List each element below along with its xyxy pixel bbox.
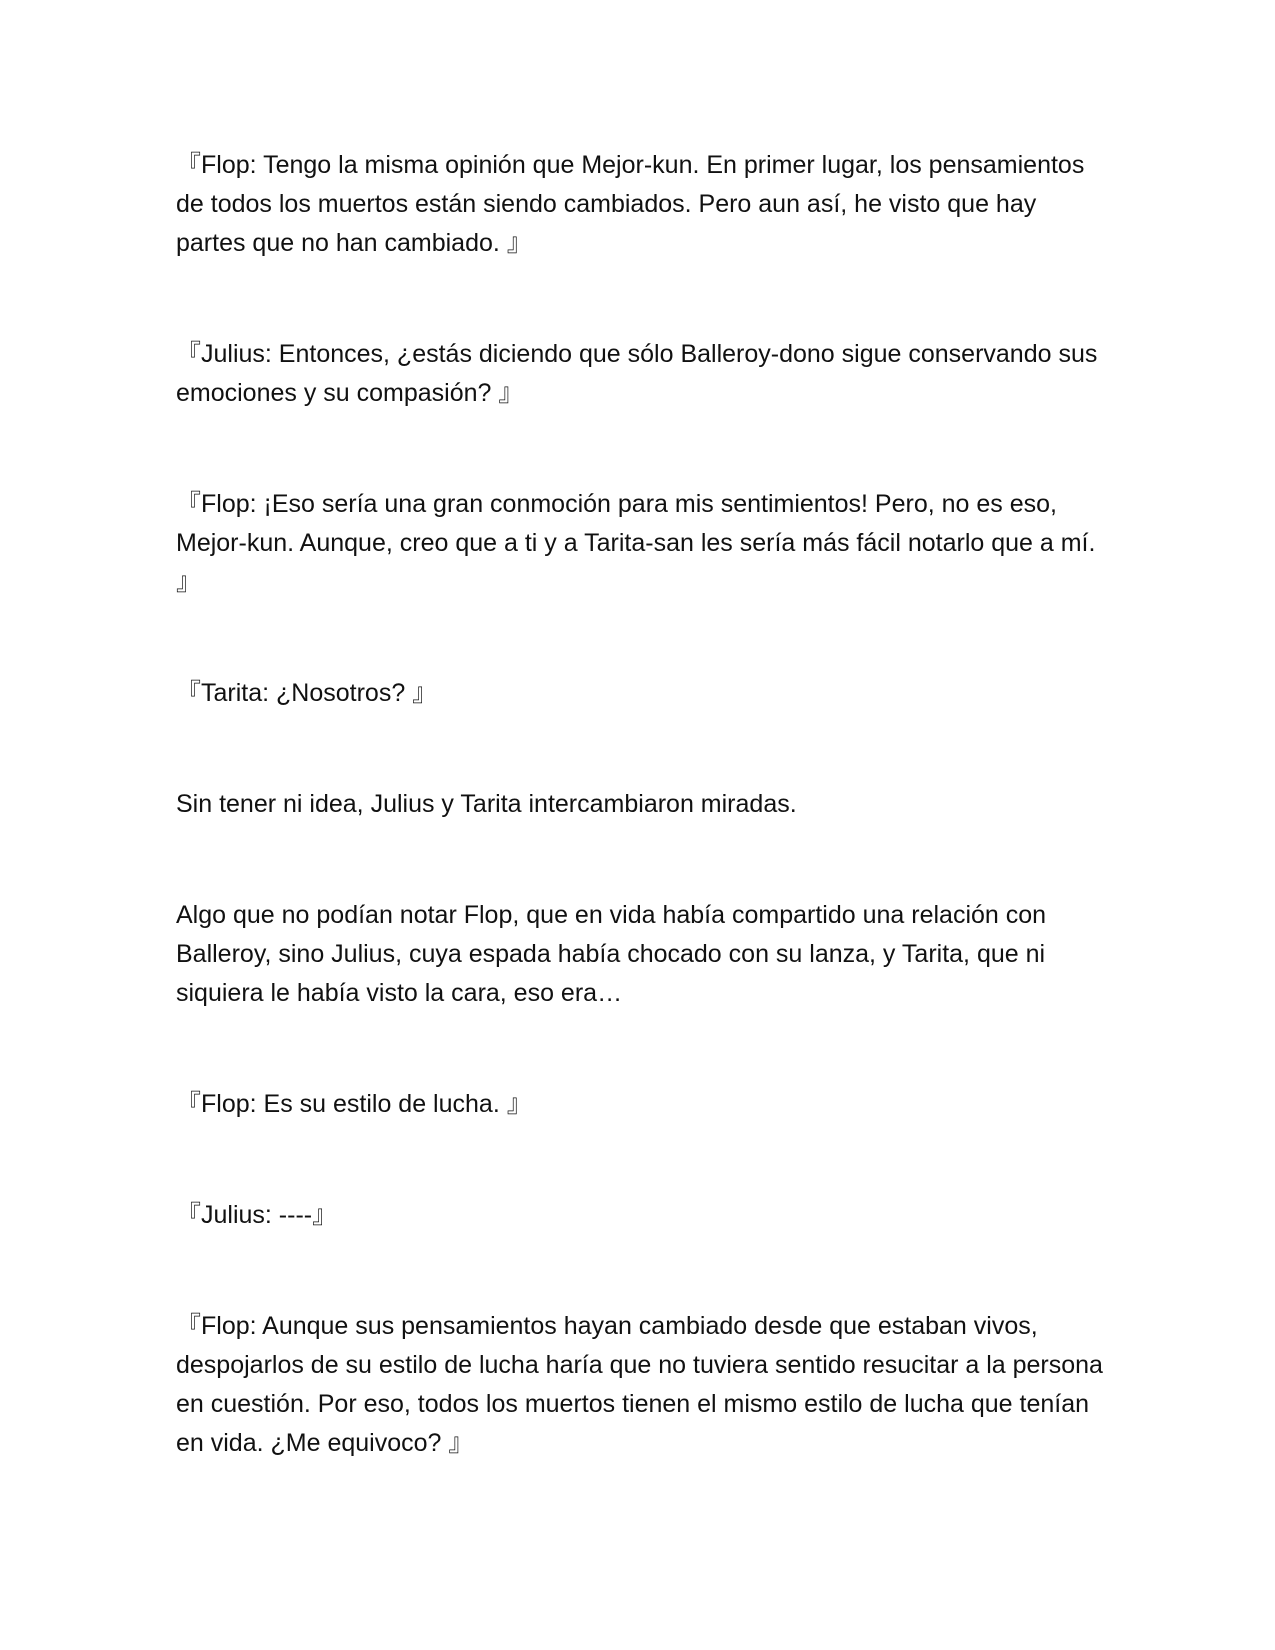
dialogue-flop-fighting-style: 『Flop: Es su estilo de lucha. 』 — [176, 1090, 532, 1118]
document-body — [176, 146, 1106, 1535]
dialogue-julius-silence: 『Julius: ----』 — [176, 1201, 338, 1229]
dialogue-flop-reply: 『Flop: ¡Eso sería una gran conmoción para mis sentimientos! Pero, no es eso, Mejor-kun. Aunque, creo que a ti y a Tarita-san les sería más fácil notarlo que a mí. 』 — [176, 490, 1096, 596]
dialogue-flop-explanation: 『Flop: Aunque sus pensamientos hayan cambiado desde que estaban vivos, despojarlos de su estilo de lucha haría que no tuviera sentido resucitar a la persona en cuestión. Por eso, todos los muertos tienen el mismo estilo de lucha que tenían en vida. ¿Me equivoco? 』 — [176, 1312, 1103, 1457]
dialogue-flop-opinion: 『Flop: Tengo la misma opinión que Mejor-kun. En primer lugar, los pensamientos de todos los muertos están siendo cambiados. Pero aun así, he visto que hay partes que no han cambiado. 』 — [176, 151, 1085, 257]
narration-exchanged-glances: Sin tener ni idea, Julius y Tarita intercambiaron miradas. — [176, 790, 797, 818]
narration-something-noticed: Algo que no podían notar Flop, que en vida había compartido una relación con Balleroy, sino Julius, cuya espada había chocado con su lanza, y Tarita, que ni siquiera le había visto la cara, eso era… — [176, 901, 1047, 1007]
dialogue-tarita-question: 『Tarita: ¿Nosotros? 』 — [176, 679, 438, 707]
dialogue-julius-question: 『Julius: Entonces, ¿estás diciendo que sólo Balleroy-dono sigue conservando sus emociones y su compasión? 』 — [176, 340, 1098, 407]
